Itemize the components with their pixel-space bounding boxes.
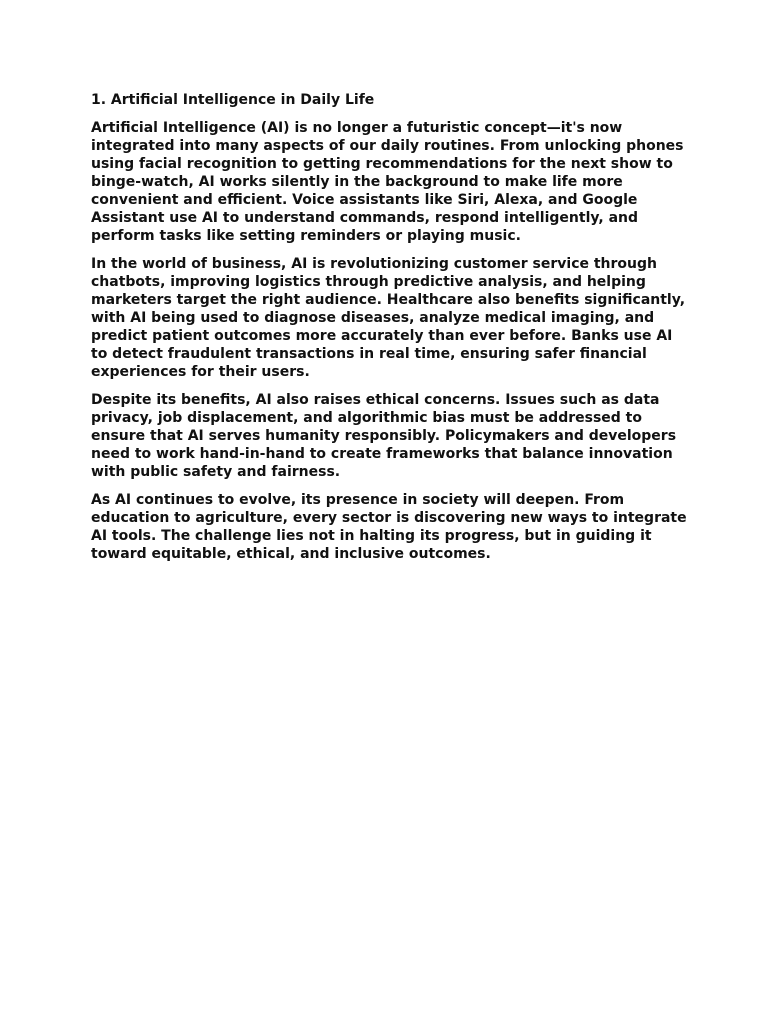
paragraph-2: In the world of business, AI is revolutionizing customer service through chatbots, improving logistics through predictive analysis, and helping marketers target the right audience. Healthcare also benefits significantly, with AI being used to diagnose diseases, analyze medical imaging, and predict patient outcomes more accurately than ever before. Banks use AI to detect fraudulent transactions in real time, ensuring safer financial experiences for their users.: [91, 256, 686, 380]
paragraph-1: Artificial Intelligence (AI) is no longer a futuristic concept—it's now integrated into many aspects of our daily routines. From unlocking phones using facial recognition to getting recommendations for the next show to binge-watch, AI works silently in the background to make life more convenient and efficient. Voice assistants like Siri, Alexa, and Google Assistant use AI to understand commands, respond intelligently, and perform tasks like setting reminders or playing music.: [91, 120, 684, 244]
document-page: [91, 89, 691, 573]
paragraph-4: As AI continues to evolve, its presence in society will deepen. From education to agriculture, every sector is discovering new ways to integrate AI tools. The challenge lies not in halting its progress, but in guiding it toward equitable, ethical, and inclusive outcomes.: [91, 492, 687, 562]
document-heading: 1. Artificial Intelligence in Daily Life: [91, 92, 375, 108]
paragraph-3: Despite its benefits, AI also raises ethical concerns. Issues such as data privacy, job displacement, and algorithmic bias must be addressed to ensure that AI serves humanity responsibly. Policymakers and developers need to work hand-in-hand to create frameworks that balance innovation with public safety and fairness.: [91, 392, 677, 480]
